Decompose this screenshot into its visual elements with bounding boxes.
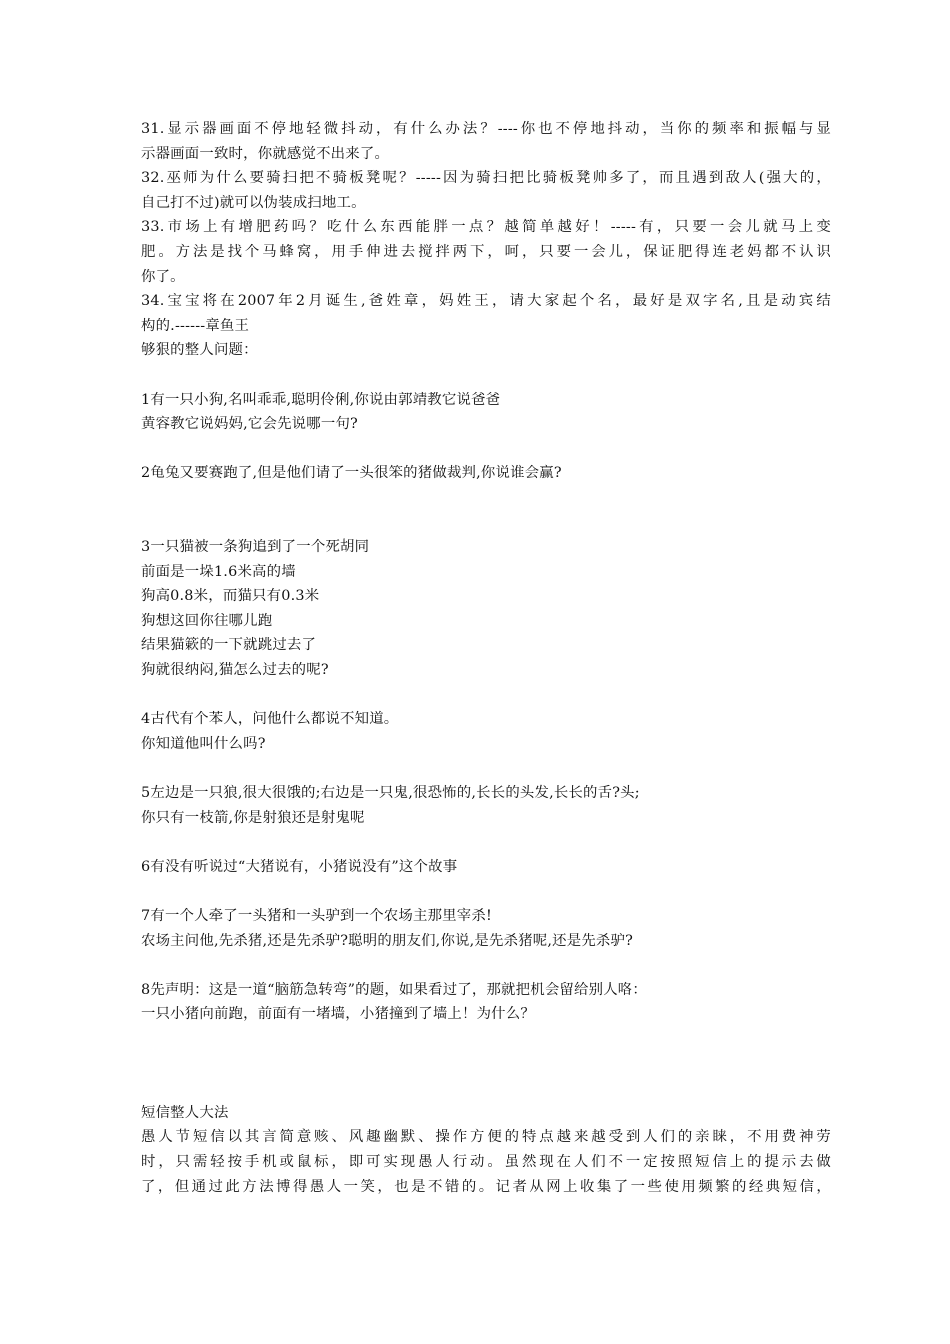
text-line: 狗想这回你往哪儿跑	[141, 612, 273, 629]
text-line: 31.显示器画面不停地轻微抖动，有什么办法？----你也不停地抖动，当你的频率和振幅与显	[141, 121, 831, 137]
text-line: 2龟兔又要赛跑了,但是他们请了一头很笨的猪做裁判,你说谁会赢?	[141, 465, 562, 482]
text-line: 短信整人大法	[141, 1104, 229, 1121]
text-line: 时，只需轻按手机或鼠标，即可实现愚人行动。虽然现在人们不一定按照短信上的提示去做	[141, 1153, 831, 1170]
text-line: 32.巫师为什么要骑扫把不骑板凳呢？-----因为骑扫把比骑板凳帅多了，而且遇到敌人(强大的，	[141, 170, 831, 187]
blank-line	[141, 1052, 831, 1077]
text-line: 农场主问他,先杀猪,还是先杀驴?聪明的朋友们,你说,是先杀猪呢,还是先杀驴?	[141, 932, 634, 949]
blank-line	[141, 953, 831, 978]
text-line: 狗就很纳闷,猫怎么过去的呢?	[141, 662, 329, 679]
text-line: 构的.------章鱼王	[141, 317, 250, 334]
text-line: 一只小猪向前跑，前面有一堵墙，小猪撞到了墙上！为什么？	[141, 1006, 535, 1023]
blank-line	[141, 363, 831, 388]
text-line: 肥。方法是找个马蜂窝，用手伸进去搅拌两下，呵，只要一会儿，保证肥得连老妈都不认识	[141, 243, 831, 260]
blank-line	[141, 1076, 831, 1101]
blank-line	[141, 437, 831, 462]
document-body	[141, 117, 831, 1199]
blank-line	[141, 486, 831, 511]
text-line: 结果猫簌的一下就跳过去了	[141, 637, 317, 654]
text-line: 你知道他叫什么吗?	[141, 735, 266, 752]
text-line: 狗高0.8米，而猫只有0.3米	[141, 588, 320, 605]
blank-line	[141, 756, 831, 781]
text-line: 示器画面一致时，你就感觉不出来了。	[141, 145, 390, 162]
text-line: 了，但通过此方法博得愚人一笑，也是不错的。记者从网上收集了一些使用频繁的经典短信，	[141, 1178, 831, 1195]
text-line: 5左边是一只狼,很大很饿的;右边是一只鬼,很恐怖的,长长的头发,长长的舌?头;	[141, 785, 640, 802]
text-line: 你了。	[141, 268, 185, 285]
text-line: 自己打不过)就可以伪装成扫地工。	[141, 194, 366, 211]
text-line: 8先声明：这是一道“脑筋急转弯”的题，如果看过了，那就把机会留给别人咯：	[141, 981, 647, 998]
text-line: 愚人节短信以其言简意赅、风趣幽默、操作方便的特点越来越受到人们的亲睐，不用费神劳	[141, 1129, 831, 1146]
text-line: 够狠的整人问题：	[141, 342, 258, 359]
text-line: 6有没有听说过“大猪说有，小猪说没有”这个故事	[141, 858, 458, 875]
blank-line	[141, 879, 831, 904]
text-line: 34.宝宝将在2007年2月诞生,爸姓章，妈姓王，请大家起个名，最好是双字名,且是动宾结	[141, 293, 831, 310]
text-line: 前面是一垛1.6米高的墙	[141, 563, 296, 580]
blank-line	[141, 683, 831, 708]
text-line: 4古代有个苯人，问他什么都说不知道。	[141, 711, 399, 728]
text-line: 你只有一枝箭,你是射狼还是射鬼呢	[141, 809, 365, 826]
text-line: 7有一个人牵了一头猪和一头驴到一个农场主那里宰杀!	[141, 908, 492, 924]
blank-line	[141, 1027, 831, 1052]
text-line: 1有一只小狗,名叫乖乖,聪明伶俐,你说由郭靖教它说爸爸	[141, 391, 501, 408]
blank-line	[141, 830, 831, 855]
text-line: 33.市场上有增肥药吗？吃什么东西能胖一点？越简单越好！-----有，只要一会儿就马上变	[141, 219, 831, 236]
text-line: 黄容教它说妈妈,它会先说哪一句?	[141, 416, 358, 433]
blank-line	[141, 511, 831, 536]
text-line: 3一只猫被一条狗追到了一个死胡同	[141, 539, 370, 556]
